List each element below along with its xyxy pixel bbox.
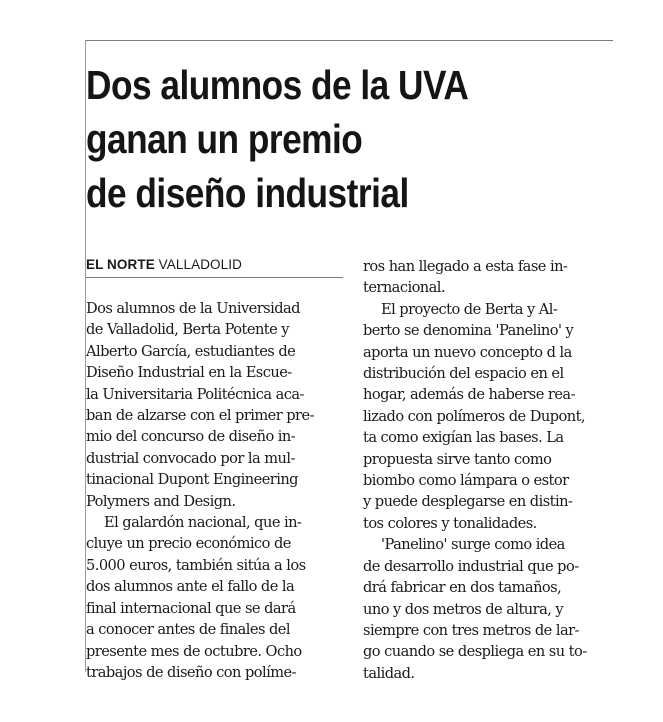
paragraph [363,534,628,684]
text-line: berto se denomina 'Panelino' y [363,322,574,340]
text-line: tos colores y tonalidades. [363,514,537,532]
headline-line: de diseño industrial [86,170,409,216]
text-line: a conocer antes de finales del [86,621,291,639]
text-line: de desarrollo industrial que po- [363,557,579,575]
text-line: la Universitaria Politécnica aca- [86,385,304,403]
headline-line: ganan un premio [86,116,363,162]
text-line: dustrial convocado por la mul- [86,449,295,467]
text-line: final internacional que se dará [86,599,296,617]
text-line: distribución del espacio en el [363,365,564,383]
text-line: El proyecto de Berta y Al- [381,300,558,318]
text-line: aporta un nuevo concepto d la [363,343,572,361]
headline [86,58,568,220]
byline-location: VALLADOLID [158,257,242,272]
paragraph [363,256,628,299]
article-column-1 [86,298,348,683]
text-line: presente mes de octubre. Ocho [86,642,302,660]
text-line: mio del concurso de diseño in- [86,428,296,446]
paragraph [86,298,348,512]
text-line: Diseño Industrial en la Escue- [86,364,292,382]
text-line: hogar, además de haberse rea- [363,386,575,404]
text-line: cluye un precio económico de [86,535,291,553]
text-line: ban de alzarse con el primer pre- [86,407,314,425]
headline-line: Dos alumnos de la UVA [86,62,469,108]
text-line: tinacional Dupont Engineering [86,471,298,489]
paragraph [363,299,628,534]
text-line: talidad. [363,664,415,682]
byline-publication: EL NORTE [86,257,155,272]
text-line: El galardón nacional, que in- [104,514,302,532]
text-line: 5.000 euros, también sitúa a los [86,556,306,574]
byline [86,257,242,272]
byline-rule [86,277,343,278]
text-line: biombo como lámpara o estor [363,472,569,490]
text-line: Dos alumnos de la Universidad [86,300,300,317]
paragraph [86,512,348,683]
text-line: ros han llegado a esta fase in- [363,258,568,275]
text-line: Polymers and Design. [86,492,236,510]
text-line: uno y dos metros de altura, y [363,600,564,618]
text-line: ta como exigían las bases. La [363,429,564,447]
text-line: y puede desplegarse en distin- [363,493,573,511]
text-line: go cuando se despliega en su to- [363,643,587,661]
text-line: trabajos de diseño con políme- [86,663,296,681]
text-line: Alberto García, estudiantes de [86,342,296,360]
text-line: drá fabricar en dos tamaños, [363,579,562,597]
text-line: dos alumnos ante el fallo de la [86,578,295,596]
text-line: de Valladolid, Berta Potente y [86,321,289,339]
text-line: siempre con tres metros de lar- [363,621,579,639]
text-line: lizado con polímeros de Dupont, [363,407,586,425]
top-rule [86,40,613,41]
text-line: ternacional. [363,279,446,297]
article-column-2 [363,256,628,684]
text-line: 'Panelino' surge como idea [381,536,565,554]
text-line: propuesta sirve tanto como [363,450,552,468]
